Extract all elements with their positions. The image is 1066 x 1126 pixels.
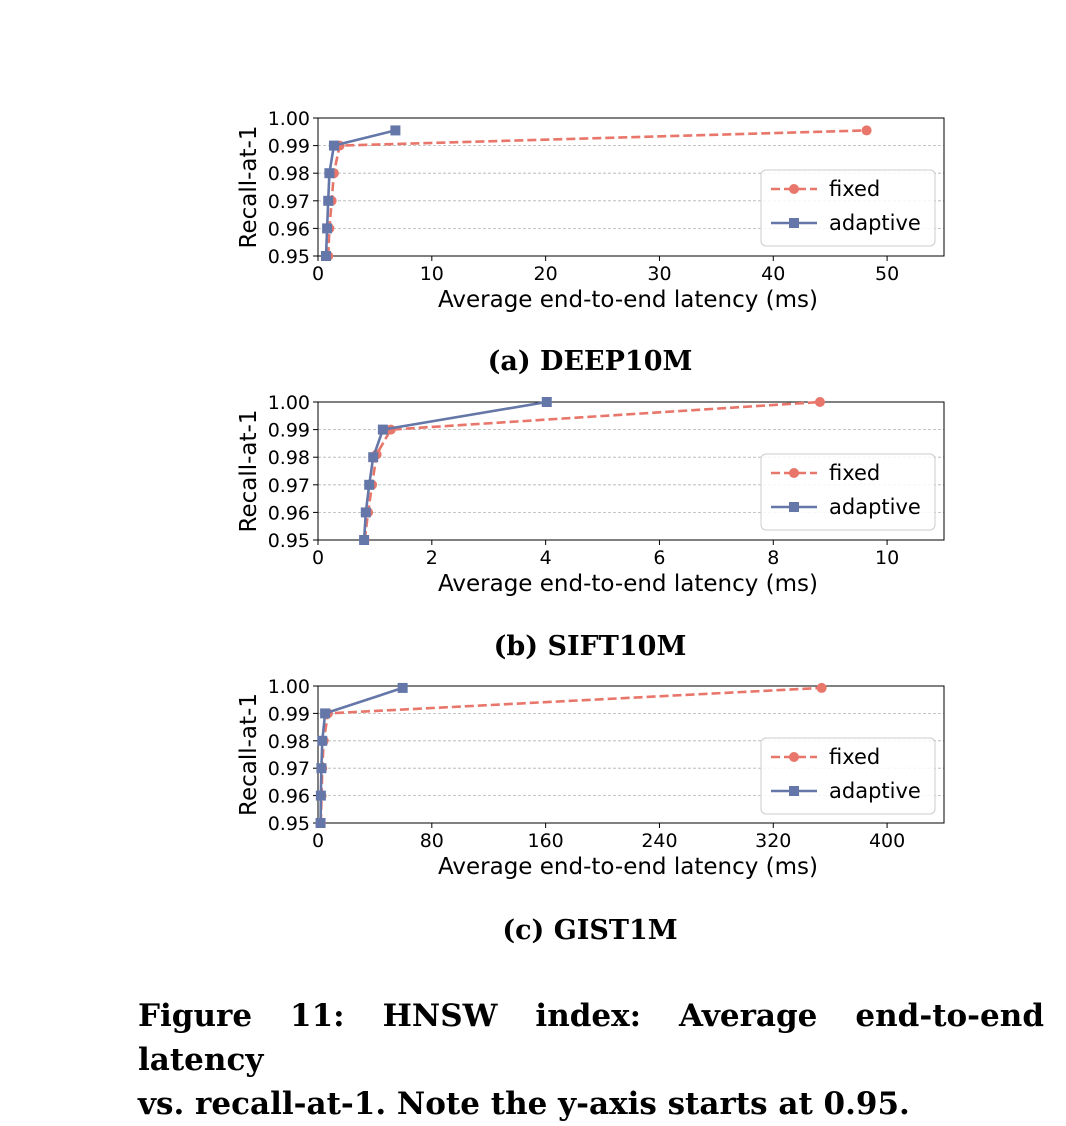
x-tick-label: 30	[647, 263, 672, 285]
y-tick-label: 0.98	[267, 163, 310, 186]
x-tick-label: 0	[311, 263, 325, 285]
x-axis-label: Average end-to-end latency (ms)	[438, 854, 818, 880]
y-axis-label: Recall-at-1	[236, 409, 262, 533]
x-tick-label: 80	[419, 830, 444, 852]
data-point-adaptive	[322, 223, 332, 233]
series-line-fixed	[365, 402, 820, 540]
chart-panel-3	[236, 676, 944, 946]
data-point-adaptive	[378, 425, 388, 435]
y-tick-label: 0.97	[267, 758, 310, 781]
x-tick-label: 40	[761, 263, 786, 285]
subcaption: (b) SIFT10M	[493, 631, 687, 662]
series-line-adaptive	[321, 688, 403, 823]
y-tick-label: 0.96	[267, 218, 310, 241]
legend	[761, 738, 935, 814]
x-tick-label: 20	[533, 263, 558, 285]
data-point-adaptive	[542, 397, 552, 407]
subcaption: (a) DEEP10M	[487, 346, 693, 377]
data-point-adaptive	[321, 251, 331, 261]
x-tick-label: 6	[653, 547, 666, 569]
x-axis-label: Average end-to-end latency (ms)	[438, 287, 818, 313]
x-tick-label: 400	[868, 830, 906, 852]
x-tick-label: 0	[311, 547, 325, 569]
data-point-fixed	[862, 125, 872, 135]
y-tick-label: 0.99	[267, 703, 310, 726]
y-tick-label: 1.00	[267, 108, 310, 130]
data-point-adaptive	[316, 818, 326, 828]
data-point-adaptive	[320, 708, 330, 718]
legend-label-fixed: fixed	[829, 177, 881, 201]
x-tick-label: 240	[641, 830, 678, 852]
legend-label-adaptive: adaptive	[829, 495, 921, 519]
legend-label-adaptive: adaptive	[829, 211, 921, 235]
series-adaptive	[316, 683, 408, 828]
x-tick-label: 50	[874, 263, 900, 285]
legend-label-fixed: fixed	[829, 745, 881, 769]
x-tick-label: 4	[539, 547, 552, 569]
legend-label-fixed: fixed	[829, 461, 881, 485]
y-tick-label: 1.00	[267, 392, 310, 414]
y-tick-label: 0.97	[267, 474, 310, 497]
data-point-fixed	[817, 683, 827, 693]
y-tick-label: 0.97	[267, 190, 310, 213]
series-fixed	[360, 397, 825, 545]
series-fixed	[316, 683, 827, 828]
y-tick-label: 0.95	[267, 246, 310, 268]
legend-marker-fixed	[789, 752, 799, 762]
x-tick-label: 0	[311, 830, 325, 852]
chart-panel-2	[236, 392, 944, 662]
caption-line-2: vs. recall-at-1. Note the y-axis starts at 0.95.	[138, 1086, 910, 1122]
data-point-fixed	[815, 397, 825, 407]
data-point-adaptive	[329, 141, 339, 151]
x-tick-label: 10	[419, 263, 444, 285]
series-line-adaptive	[364, 402, 547, 540]
legend-marker-adaptive	[789, 218, 799, 228]
series-adaptive	[359, 397, 552, 545]
x-tick-label: 320	[755, 830, 792, 852]
data-point-adaptive	[361, 507, 371, 517]
data-point-adaptive	[359, 535, 369, 545]
y-tick-label: 0.96	[267, 785, 310, 808]
x-tick-label: 2	[425, 547, 438, 569]
data-point-adaptive	[316, 791, 326, 801]
y-axis-label: Recall-at-1	[236, 125, 262, 249]
y-tick-label: 1.00	[267, 676, 310, 698]
subcaption: (c) GIST1M	[502, 915, 678, 946]
data-point-adaptive	[368, 452, 378, 462]
figure-caption	[138, 994, 1044, 1126]
y-tick-label: 0.99	[267, 419, 310, 442]
legend	[761, 170, 935, 246]
x-tick-label: 10	[874, 547, 900, 569]
y-tick-label: 0.96	[267, 502, 310, 525]
series-line-fixed	[321, 688, 822, 823]
y-axis-label: Recall-at-1	[236, 693, 262, 816]
data-point-adaptive	[316, 763, 326, 773]
legend-marker-adaptive	[789, 786, 799, 796]
y-tick-label: 0.95	[267, 813, 310, 835]
y-tick-label: 0.95	[267, 530, 310, 552]
y-tick-label: 0.98	[267, 447, 310, 470]
data-point-adaptive	[390, 125, 400, 135]
data-point-adaptive	[364, 480, 374, 490]
legend-marker-fixed	[789, 468, 799, 478]
legend	[761, 454, 935, 530]
y-tick-label: 0.98	[267, 730, 310, 753]
data-point-adaptive	[398, 683, 408, 693]
data-point-adaptive	[323, 196, 333, 206]
chart-panel-1	[236, 108, 944, 377]
data-point-adaptive	[317, 736, 327, 746]
legend-marker-adaptive	[789, 502, 799, 512]
y-tick-label: 0.99	[267, 135, 310, 158]
legend-marker-fixed	[789, 184, 799, 194]
caption-line-1: Figure 11: HNSW index: Average end-to-end latency	[138, 998, 1044, 1078]
x-tick-label: 160	[527, 830, 564, 852]
data-point-adaptive	[324, 168, 334, 178]
x-axis-label: Average end-to-end latency (ms)	[438, 571, 818, 597]
x-tick-label: 8	[767, 547, 780, 569]
legend-label-adaptive: adaptive	[829, 779, 921, 803]
